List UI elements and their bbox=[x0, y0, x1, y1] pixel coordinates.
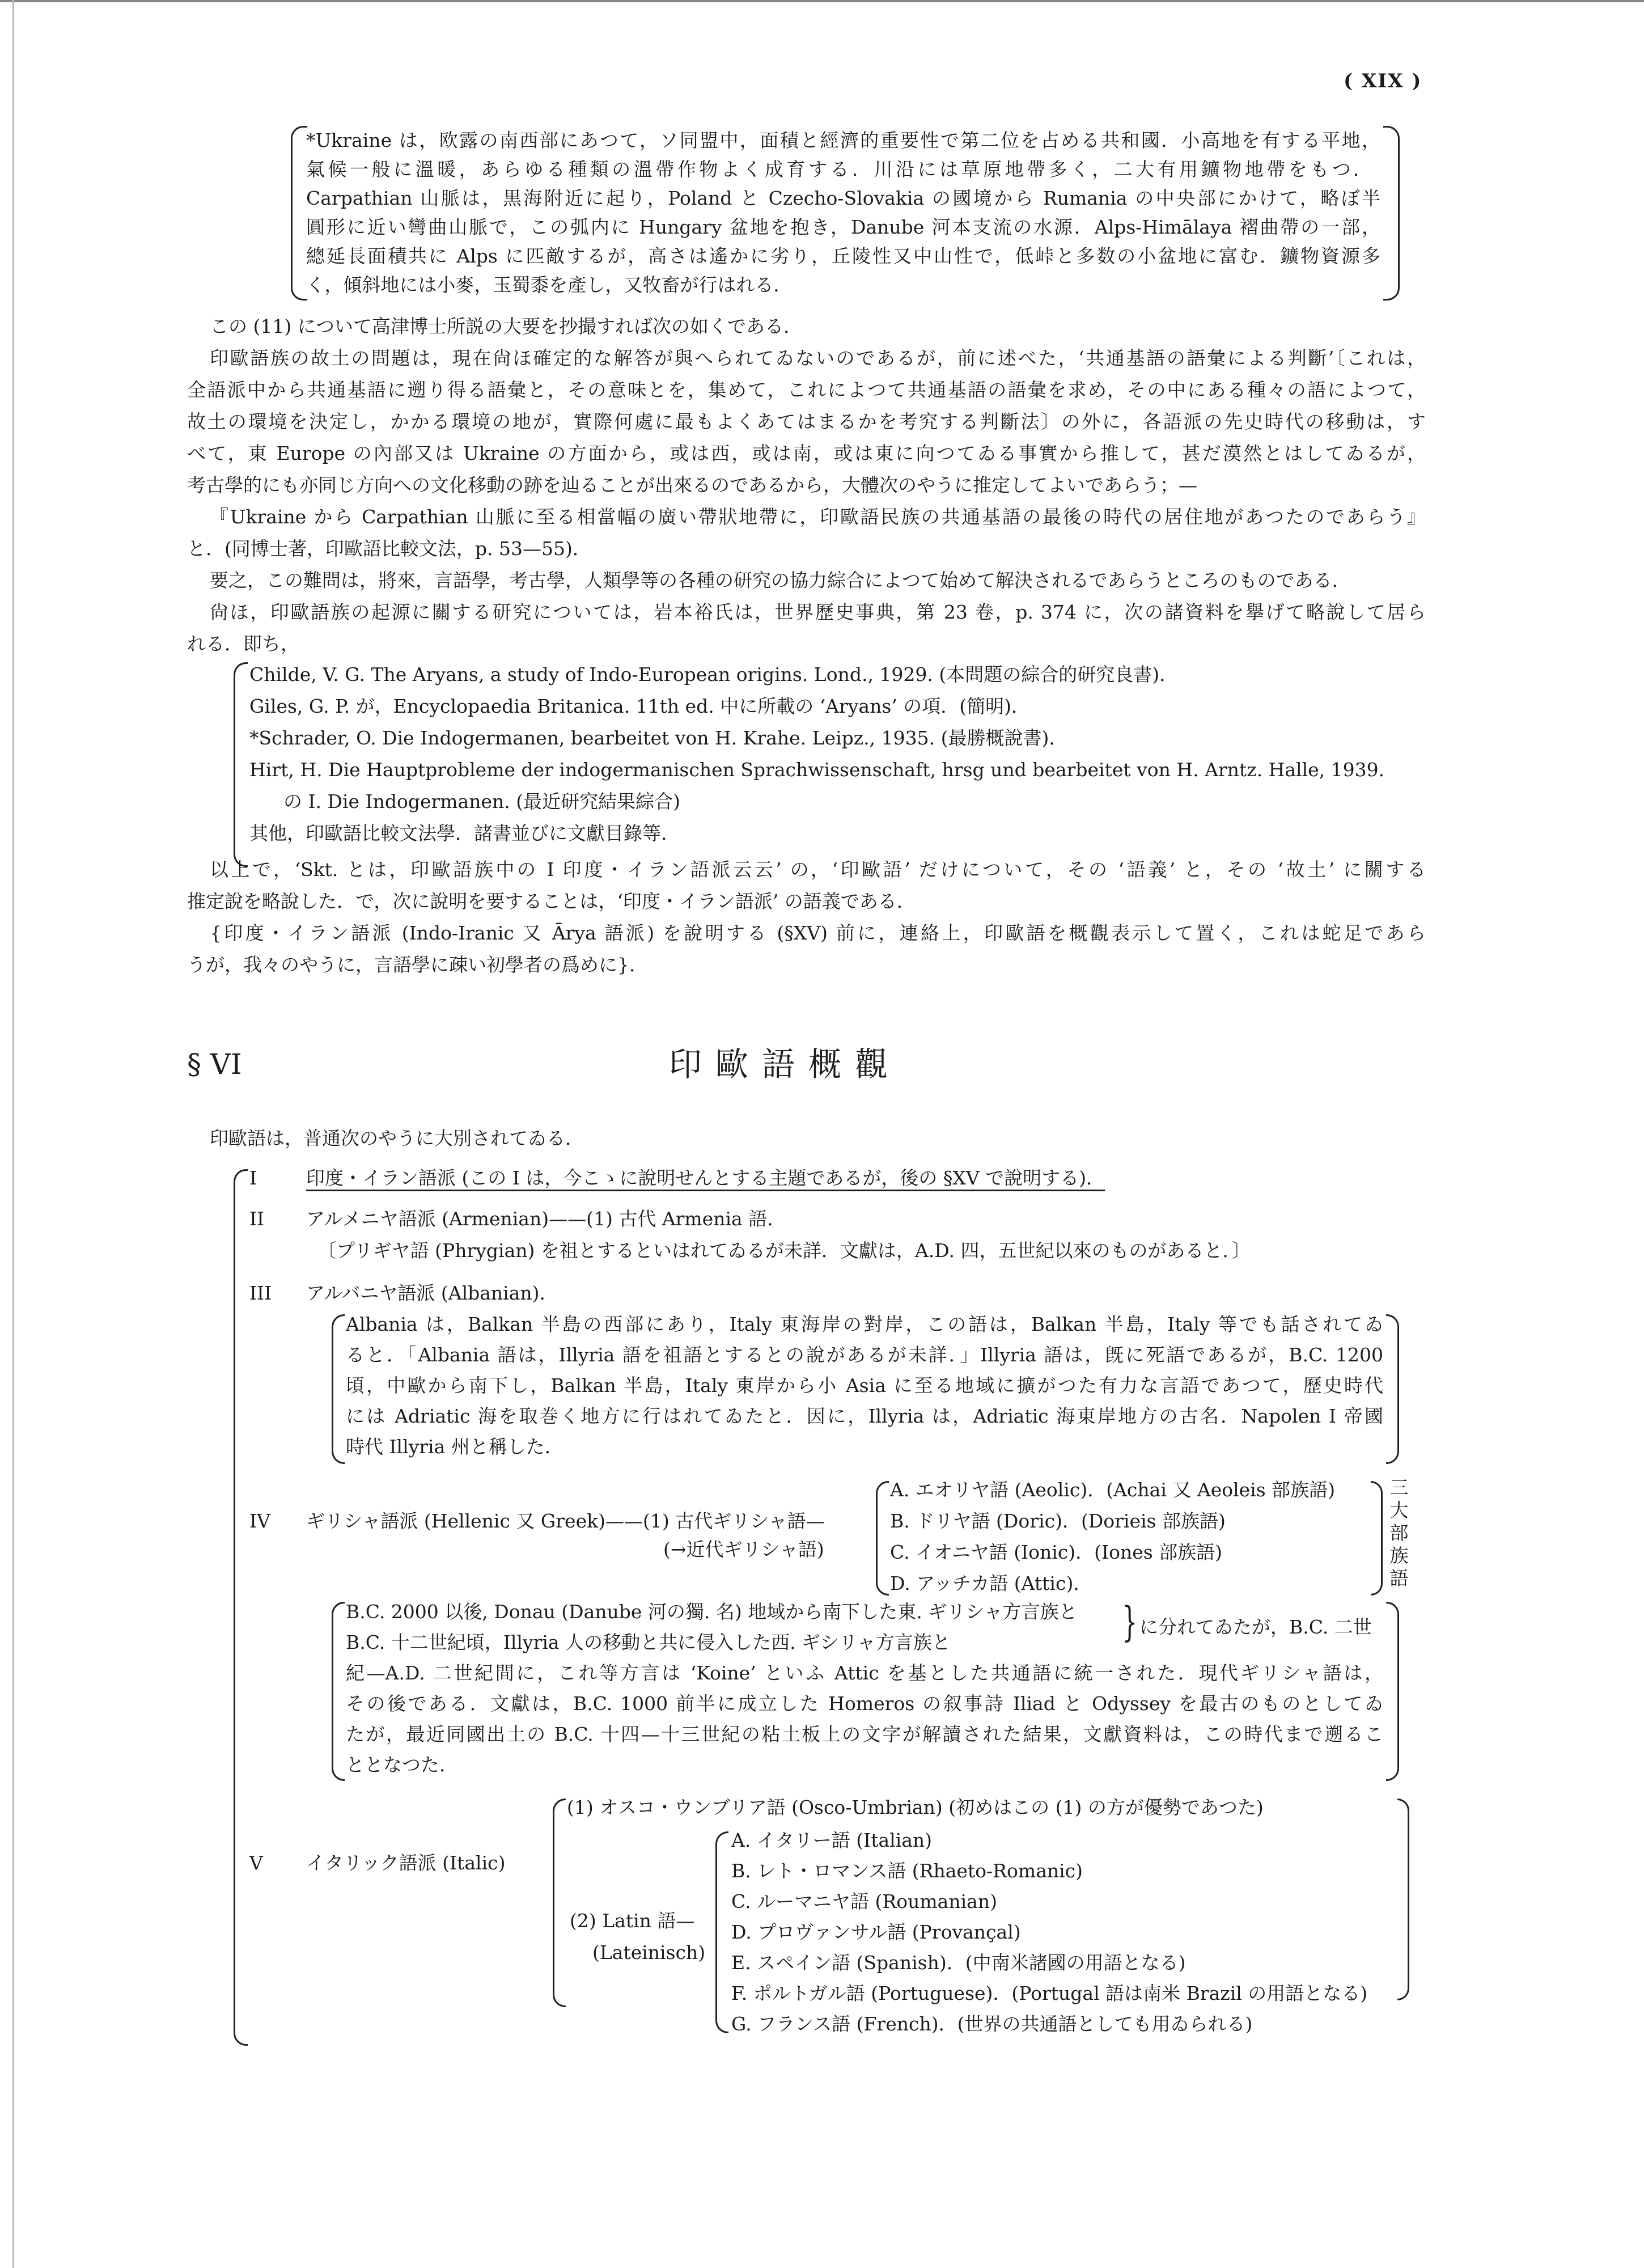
para1-line: この (11) について高津博士所説の大要を抄撮すれば次の如くである． bbox=[210, 315, 803, 337]
section-number: § VI bbox=[187, 1048, 242, 1081]
para1-line: 『Ukraine から Carpathian 山脈に至る相當幅の廣い帶狀地帶に，印歐語民族の共通基語の最後の時代の居住地があつたのであらう』 bbox=[210, 506, 1426, 528]
italic-bracket bbox=[553, 1799, 566, 2007]
romance-language: C. ルーマニヤ語 (Roumanian) bbox=[731, 1890, 997, 1912]
romance-language: F. ポルトガル語 (Portuguese)．(Portugal 語は南米 Brazil の用語となる) bbox=[731, 1982, 1368, 2004]
vertical-char: 族 bbox=[1389, 1545, 1409, 1567]
para2-line: うが，我々のやうに，言語學に疎い初學者の爲めに}． bbox=[187, 954, 648, 976]
branch-list-bracket bbox=[234, 1169, 248, 2046]
vertical-char: 大 bbox=[1389, 1499, 1409, 1521]
greek-note-brace: } bbox=[1122, 1598, 1138, 1645]
greek-note-line: その後である．文獻は，B.C. 1000 前半に成立した Homeros の叙事詩 Iliad と Odyssey を最古のものとしてゐ bbox=[346, 1692, 1383, 1715]
greek-dialect: A. エオリヤ語 (Aeolic)．(Achai 又 Aeoleis 部族語) bbox=[890, 1479, 1336, 1501]
greek-dialect: C. イオニヤ語 (Ionic)．(Iones 部族語) bbox=[890, 1541, 1223, 1563]
greek-note-line: たが，最近同國出土の B.C. 十四—十三世紀の粘土板上の文字が解讀された結果，文獻資料は，この時代まで遡るこ bbox=[346, 1723, 1383, 1745]
left-margin-rule bbox=[12, 0, 14, 2268]
reference-item: *Schrader, O. Die Indogermanen, bearbeitet von H. Krahe. Leipz., 1935. (最勝概說書)． bbox=[249, 727, 1068, 749]
branch-number-III: III bbox=[249, 1282, 272, 1304]
branch-V-text: イタリック語派 (Italic) bbox=[306, 1852, 506, 1874]
note-box-right-bracket bbox=[1383, 126, 1400, 301]
branch-IV-sub: (→近代ギリシャ語) bbox=[663, 1538, 824, 1560]
albania-note-line: 頃，中歐から南下し，Balkan 半島，Italy 東岸から小 Asia に至る地域に擴がつた有力な言語であつて，歷史時代 bbox=[346, 1374, 1383, 1397]
romance-language: A. イタリー語 (Italian) bbox=[731, 1829, 933, 1851]
latin-bracket bbox=[715, 1831, 728, 2033]
branch-III-text: アルバニヤ語派 (Albanian)． bbox=[306, 1282, 558, 1304]
greek-note-line: B.C. 十二世紀頃，Illyria 人の移動と共に侵入した西. ギシリャ方言族と bbox=[346, 1631, 951, 1653]
reference-item: Hirt, H. Die Hauptprobleme der indogermanischen Sprachwissenschaft, hrsg und bearbeitet von H. Arntz. Halle, 1939. bbox=[249, 759, 1385, 781]
reference-item: Giles, G. P. が，Encyclopaedia Britanica. 11th ed. 中に所載の ‘Aryans’ の項．(簡明)． bbox=[249, 695, 1031, 717]
para1-line: 全語派中から共通基語に遡り得る語彙と，その意味とを，集めて，これによつて共通基語の語彙を求め，その中にある種々の語によつて， bbox=[187, 379, 1426, 401]
romance-language: E. スペイン語 (Spanish)．(中南米諸國の用語となる) bbox=[731, 1952, 1186, 1974]
albania-note-line: Albania は，Balkan 半島の西部にあり，Italy 東海岸の對岸，この語は，Balkan 半島，Italy 等でも話されてゐ bbox=[346, 1313, 1383, 1335]
section-intro: 印歐語は，普通次のやうに大別されてゐる． bbox=[210, 1127, 584, 1149]
greek-note-line: に分れてゐたが，B.C. 二世 bbox=[1139, 1616, 1372, 1638]
albania-note-line: ると．「Albania 語は，Illyria 語を祖語とするとの說があるが未詳．」Illyria 語は，旣に死語であるが，B.C. 1200 bbox=[346, 1344, 1383, 1366]
page-number: ( XIX ) bbox=[1344, 70, 1422, 92]
greek-note-bracket-left bbox=[332, 1602, 345, 1781]
romance-language: D. プロヴァンサル語 (Provançal) bbox=[731, 1921, 1021, 1943]
three-tribes-bracket bbox=[1371, 1481, 1383, 1596]
osco-umbrian: (1) オスコ・ウンブリア語 (Osco-Umbrian) (初めはこの (1) の方が優勢であつた) bbox=[567, 1796, 1264, 1818]
italic-right-bracket bbox=[1397, 1799, 1409, 2000]
para2-line: 以上で，‘Skt. とは，印歐語族中の I 印度・イラン語派云云’ の，‘印歐語’ だけについて，その ‘語義’ と，その ‘故土’ に關する bbox=[210, 858, 1426, 881]
branch-IV-text: ギリシャ語派 (Hellenic 又 Greek)——(1) 古代ギリシャ語— bbox=[306, 1510, 825, 1532]
albania-note-bracket-left bbox=[332, 1314, 345, 1464]
para1-line: 要之，この難問は，將來，言語學，考古學，人類學等の各種の研究の協力綜合によつて始めて解決されるであらうところのものである． bbox=[210, 569, 1351, 591]
vertical-char: 三 bbox=[1389, 1476, 1409, 1499]
albania-note-line: 時代 Illyria 州と稱した． bbox=[346, 1436, 563, 1458]
branch-number-IV: IV bbox=[249, 1510, 270, 1532]
romance-language: B. レト・ロマンス語 (Rhaeto-Romanic) bbox=[731, 1860, 1083, 1882]
box1-line: 氣候一般に溫暖，あらゆる種類の溫帶作物よく成育する．川沿には草原地帶多く，二大有用鑛物地帶をもつ． bbox=[306, 158, 1372, 180]
romance-language: G. フランス語 (French)．(世界の共通語としても用ゐられる) bbox=[731, 2013, 1253, 2035]
para2-line: {印度・イラン語派 (Indo-Iranic 又 Ārya 語派) を說明する (§XV) 前に，連絡上，印歐語を概觀表示して置く，これは蛇足であら bbox=[210, 922, 1426, 944]
greek-note-line: ととなつた． bbox=[346, 1754, 458, 1776]
latin-label: (2) Latin 語— bbox=[570, 1910, 695, 1932]
albania-note-bracket-right bbox=[1386, 1314, 1399, 1464]
box1-line: く，傾斜地には小麥，玉蜀黍を產し，又牧畜が行はれる． bbox=[306, 274, 793, 296]
branch-II-note: 〔プリギヤ語 (Phrygian) を祖とするといはれてゐるが未詳．文獻は，A.D. 四，五世紀以來のものがあると．〕 bbox=[317, 1239, 1251, 1262]
greek-dialect: D. アッチカ語 (Attic)． bbox=[890, 1572, 1092, 1594]
box1-line: 總延長面積共に Alps に匹敵するが，高さは遙かに劣り，丘陵性又中山性で，低峠と多数の小盆地に富む．鑛物資源多 bbox=[306, 245, 1380, 267]
greek-dialects-bracket bbox=[876, 1481, 889, 1596]
box1-line: *Ukraine は，欧露の南西部にあつて，ソ同盟中，面積と經濟的重要性で第二位を占める共和國．小高地を有する平地， bbox=[306, 129, 1380, 151]
box1-line: Carpathian 山脈は，黒海附近に起り，Poland と Czecho-Slovakia の國境から Rumania の中央部にかけて，略ぼ半 bbox=[306, 187, 1380, 209]
greek-note-line: 紀—A.D. 二世紀間に，これ等方言は ‘Koine’ といふ Attic を基とした共通語に統一された．現代ギリシャ語は， bbox=[346, 1662, 1383, 1684]
reference-item: 其他，印歐語比較文法學．諸書並びに文獻目錄等． bbox=[249, 822, 680, 844]
branch-number-V: V bbox=[249, 1852, 263, 1874]
vertical-char: 部 bbox=[1389, 1522, 1409, 1544]
para1-line: 故土の環境を決定し，かかる環境の地が，實際何處に最もよくあてはまるかを考究する判斷法〕の外に，各語派の先史時代の移動は，す bbox=[187, 411, 1426, 433]
vertical-char: 語 bbox=[1389, 1567, 1409, 1589]
reference-item: Childe, V. G. The Aryans, a study of Indo-European origins. Lond., 1929. (本問題の綜合的研究良書)． bbox=[249, 663, 1179, 686]
albania-note-line: には Adriatic 海を取巻く地方に行はれてゐたと．因に，Illyria は，Adriatic 海東岸地方の古名．Napolen I 帝國 bbox=[346, 1405, 1383, 1427]
note-box-left-bracket bbox=[291, 126, 307, 301]
greek-note-bracket-right bbox=[1386, 1602, 1399, 1781]
para1-line: 考古學的にも亦同じ方向への文化移動の跡を辿ることが出來るのであるから，大體次のやうに推定してよいであらう；— bbox=[187, 474, 1197, 496]
refs-bracket bbox=[234, 662, 248, 867]
para1-line: れる．即ち， bbox=[187, 633, 299, 655]
greek-note-line: B.C. 2000 以後, Donau (Danube 河の獨. 名) 地域から南下した東. ギリシャ方言族と bbox=[346, 1601, 1078, 1623]
top-rule bbox=[0, 0, 1644, 2]
latin-sublabel: (Lateinisch) bbox=[592, 1941, 706, 1964]
para1-line: べて，東 Europe の內部又は Ukraine の方面から，或は西，或は南，或は東に向つてゐる事實から推して，甚だ漠然とはしてゐるが， bbox=[187, 442, 1426, 464]
para1-line: 印歐語族の故土の問題は，現在尙ほ確定的な解答が與へられてゐないのであるが，前に述べた，‘共通基語の語彙による判斷’〔これは， bbox=[210, 347, 1426, 369]
para1-line: と．(同博士著，印歐語比較文法，p. 53—55)． bbox=[187, 538, 591, 560]
para2-line: 推定說を略說した．で，次に說明を要することは，‘印度・イラン語派’ の語義である． bbox=[187, 890, 916, 912]
greek-dialect: B. ドリヤ語 (Doric)．(Dorieis 部族語) bbox=[890, 1510, 1226, 1532]
branch-number-II: II bbox=[249, 1208, 265, 1230]
branch-II-text: アルメニヤ語派 (Armenian)——(1) 古代 Armenia 語． bbox=[306, 1208, 786, 1230]
reference-item: の I. Die Indogermanen. (最近研究結果綜合) bbox=[283, 790, 680, 813]
branch-number-I: I bbox=[249, 1167, 257, 1189]
branch-I-text: 印度・イラン語派 (この I は，今こゝに說明せんとする主題であるが，後の §XV で說明する)． bbox=[306, 1167, 1105, 1189]
section-title: 印歐語概觀 bbox=[669, 1045, 902, 1084]
para1-line: 尙ほ，印歐語族の起源に關する研究については，岩本裕氏は，世界歷史事典，第 23 卷，p. 374 に，次の諸資料を擧げて略說して居ら bbox=[210, 601, 1426, 623]
box1-line: 圓形に近い彎曲山脈で，この弧内に Hungary 盆地を抱き，Danube 河本支流の水源．Alps-Himālaya 褶曲帶の一部， bbox=[306, 216, 1380, 238]
